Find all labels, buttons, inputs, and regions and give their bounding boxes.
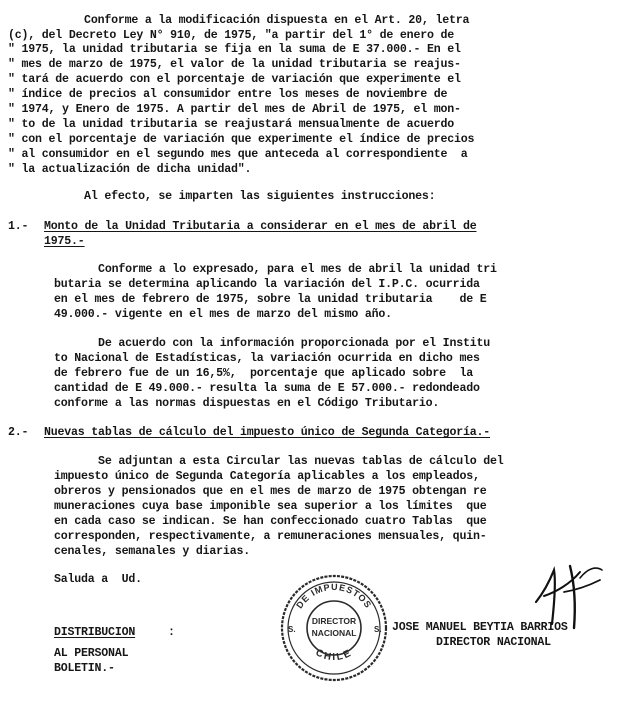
official-seal-stamp [278,572,390,684]
intro-line: " to de la unidad tributaria se reajustará mensualmente de acuerdo [8,118,454,131]
intro-line: " índice de precios al consumidor entre los meses de noviembre de [8,88,448,101]
instructions-intro: Al efecto, se imparten las siguientes instrucciones: [30,190,436,203]
section-1-paragraph-line: Conforme a lo expresado, para el mes de abril la unidad tri [44,263,497,276]
intro-line: (c), del Decreto Ley N° 910, de 1975, "a partir del 1° de enero de [8,29,454,42]
closing-salutation: Saluda a Ud. [54,573,142,586]
section-1-paragraph-line: 49.000.- vigente en el mes de marzo del mismo año. [54,308,392,321]
section-1-paragraph-line: De acuerdo con la información proporcionada por el Institu [44,337,490,350]
section-1-paragraph-line: butaria se determina aplicando la variación del I.P.C. ocurrida [54,278,480,291]
section-2-paragraph-line: impuesto único de Segunda Categoría aplicables a los empleados, [54,470,480,483]
intro-line: " 1974, y Enero de 1975. A partir del mes de Abril de 1975, el mon- [8,103,461,116]
svg-text:DE IMPUESTOS [294,582,373,610]
section-2-number: 2.- [8,426,29,439]
intro-line: " tará de acuerdo con el porcentaje de variación que experimente el [8,73,461,86]
section-1-paragraph-line: to Nacional de Estadísticas, la variación ocurrida en dicho mes [54,352,480,365]
section-1-paragraph-line: en el mes de febrero de 1975, sobre la unidad tributaria de E [54,293,487,306]
distribution-item: AL PERSONAL [54,647,129,660]
distribution-item: BOLETIN.- [54,662,115,675]
stamp-ring-left: S. [288,625,296,634]
stamp-ring-bottom: CHILE [313,647,355,664]
section-1-number: 1.- [8,220,29,233]
stamp-inner-line-2: NACIONAL [311,628,357,638]
signatory-name: JOSE MANUEL BEYTIA BARRIOS [392,621,568,634]
stamp-ring-right: S. [374,625,382,634]
section-1-paragraph-line: conforme a las normas dispuestas en el Código Tributario. [54,397,440,410]
section-2-title: Nuevas tablas de cálculo del impuesto único de Segunda Categoría.- [44,426,490,439]
section-2-paragraph-line: cenales, semanales y diarias. [54,545,250,558]
svg-text:CHILE [314,647,355,663]
section-2-paragraph-line: Se adjuntan a esta Circular las nuevas tablas de cálculo del [44,455,504,468]
section-2-paragraph-line: en cada caso se indican. Se han confeccionado cuatro Tablas que [54,515,487,528]
distribution-label: DISTRIBUCION [54,626,136,639]
intro-line: " al consumidor en el segundo mes que anteceda al correspondiente a [8,148,468,161]
intro-line: " 1975, la unidad tributaria se fija en la suma de E 37.000.- En el [8,43,461,56]
section-2-paragraph-line: corresponden, respectivamente, a remuneraciones mensuales, quin- [54,530,487,543]
intro-line: Conforme a la modificación dispuesta en el Art. 20, letra [30,14,470,27]
section-1-title-cont: 1975.- [44,235,85,248]
section-1-paragraph-line: de febrero fue de un 16,5%, porcentaje que aplicado sobre la [54,367,473,380]
section-1-title: Monto de la Unidad Tributaria a considerar en el mes de abril de [44,220,477,233]
section-2-paragraph-line: muneraciones cuya base imponible sea superior a los límites que [54,500,487,513]
stamp-ring-top: DE IMPUESTOS [294,581,374,611]
distribution-colon: : [168,626,175,639]
intro-line: " la actualización de dicha unidad". [8,163,252,176]
section-2-paragraph-line: obreros y pensionados que en el mes de marzo de 1975 obtengan re [54,485,487,498]
signatory-title: DIRECTOR NACIONAL [436,636,551,649]
intro-line: " mes de marzo de 1975, el valor de la unidad tributaria se reajus- [8,58,461,71]
section-1-paragraph-line: cantidad de E 49.000.- resulta la suma de E 57.000.- redondeado [54,382,480,395]
intro-line: " con el porcentaje de variación que experimente el índice de precios [8,133,475,146]
stamp-inner-line-1: DIRECTOR [311,616,357,626]
handwritten-signature [530,562,608,634]
